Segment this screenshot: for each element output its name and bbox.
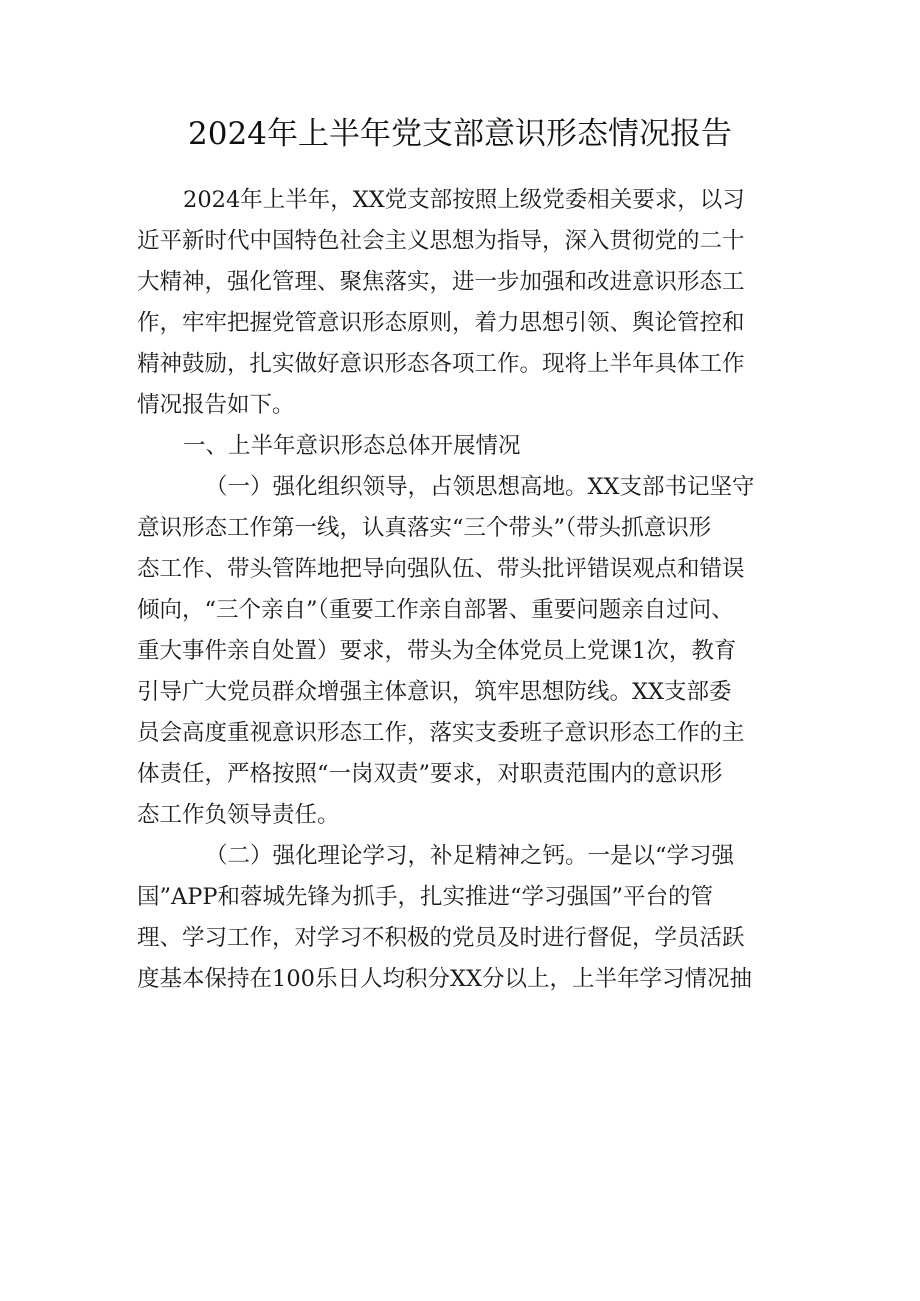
paragraph-line: 引导广大党员群众增强主体意识，筑牢思想防线。XX支部委 bbox=[137, 679, 732, 705]
paragraph-line: 态工作、带头管阵地把导向强队伍、带头批评错误观点和错误 bbox=[137, 556, 745, 582]
document-title: 2024年上半年党支部意识形态情况报告 bbox=[188, 116, 732, 152]
paragraph-line: 员会高度重视意识形态工作，落实支委班子意识形态工作的主 bbox=[137, 720, 745, 746]
paragraph-line: 作，牢牢把握党管意识形态原则，着力思想引领、舆论管控和 bbox=[137, 310, 745, 336]
paragraph-line: 理、学习工作，对学习不积极的党员及时进行督促，学员活跃 bbox=[137, 925, 745, 951]
paragraph-line: 度基本保持在100乐日人均积分XX分以上，上半年学习情况抽 bbox=[137, 966, 752, 992]
section-heading: 一、上半年意识形态总体开展情况 bbox=[183, 433, 521, 459]
paragraph-line: （一）强化组织领导，占领思想高地。XX支部书记坚守 bbox=[205, 474, 755, 500]
paragraph-line: 大精神，强化管理、聚焦落实，进一步加强和改进意识形态工 bbox=[137, 269, 745, 295]
paragraph-line: 重大事件亲自处置）要求，带头为全体党员上党课1次，教育 bbox=[137, 638, 737, 664]
document-body bbox=[137, 180, 792, 1000]
paragraph-line: 态工作负领导责任。 bbox=[137, 802, 340, 828]
paragraph-line: 精神鼓励，扎实做好意识形态各项工作。现将上半年具体工作 bbox=[137, 351, 745, 377]
paragraph-line: 情况报告如下。 bbox=[137, 392, 295, 418]
paragraph-line: 体责任，严格按照“一岗双责”要求，对职责范围内的意识形 bbox=[137, 761, 723, 787]
paragraph-line: （二）强化理论学习，补足精神之钙。一是以“学习强 bbox=[205, 843, 735, 869]
paragraph-line: 意识形态工作第一线，认真落实“三个带头”（带头抓意识形 bbox=[137, 515, 712, 541]
paragraph-line: 倾向，“三个亲自”（重要工作亲自部署、重要问题亲自过问、 bbox=[137, 597, 734, 623]
paragraph-line: 近平新时代中国特色社会主义思想为指导，深入贯彻党的二十 bbox=[137, 228, 745, 254]
paragraph-line: 2024年上半年，XX党支部按照上级党委相关要求，以习 bbox=[183, 187, 745, 213]
paragraph-line: 国”APP和蓉城先锋为抓手，扎实推进“学习强国”平台的管 bbox=[137, 884, 714, 910]
